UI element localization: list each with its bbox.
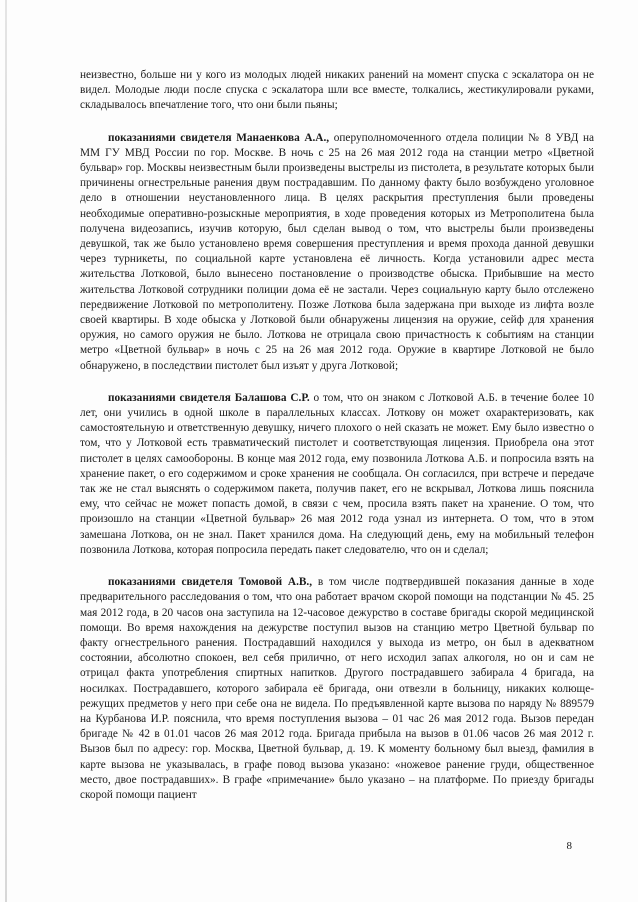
testimony-label: показаниями свидетеля Балашова С.Р. (108, 391, 310, 404)
paragraph-text: в том числе подтвердившей показания данные в ходе предварительного расследования о том, что она работает врачом скорой помощи на подстанции № 45. 25 мая 2012 года, в 20 часов она заступила на 12-часовое дежурство в составе бригады скорой медицинской помощи. Во время нахождения на дежурстве поступил вызов на станцию метро Цветной бульвар по факту огнестрельного ранения. Пострадавший находился у выхода из метро, он был в адекватном состоянии, абсолютно спокоен, вел себя прилично, от него исходил запах алкоголя, но он и сам не отрицал факта употребления спиртных напитков. Другого пострадавшего забирала 4 бригада, на носилках. Пострадавшего, которого забирала её бригада, они отвезли в больницу, никаких колюще-режущих предметов у него при себе она не видела. По предъявленной карте вызова по наряду № 889579 на Курбанова И.Р. пояснила, что время поступления вызова – 01 час 26 мая 2012 года. Вызов передан бригаде № 42 в 01.01 часов 26 мая 2012 года. Бригада прибыла на вызов в 01.06 часов 26 мая 2012 г. Вызов был по адресу: гор. Москва, Цветной бульвар, д. 19. К моменту больному был выезд, фамилия в карте вызова не указывалась, в графе повод вызова указано: «ножевое ранение груди, общественное место, двое пострадавших». В графе «примечание» было указано – на платформе. По приезду бригады скорой помощи пациент (80, 576, 595, 801)
testimony-label: показаниями свидетеля Манаенкова А.А., (108, 131, 330, 144)
paragraph-text: неизвестно, больше ни у кого из молодых людей никаких ранений на момент спуска с эскалатора он не видел. Молодые люди после спуска с эскалатора шли все вместе, толкались, жестикулировали руками, складывалось впечатление того, что они были пьяны; (80, 69, 594, 112)
paragraph-testimony-balashov (80, 391, 594, 558)
document-body (80, 68, 594, 820)
paragraph-text: о том, что он знаком с Лотковой А.Б. в течение более 10 лет, они учились в одной школе в параллельных классах. Лоткову он может охарактеризовать, как самостоятельную и ответственную девушку, ничего плохого о ней сказать не может. Ему было известно о том, что у Лотковой есть травматический пистолет и соответствующая лицензия. Приобрела она этот пистолет в целях самообороны. В конце мая 2012 года, ему позвонила Лоткова А.Б. и попросила взять на хранение пакет, о его содержимом и сроке хранения не сообщала. Он согласился, при встрече и передаче так же не стал выяснять о содержимом пакета, получив пакет, его не вскрывал, Лоткова лишь пояснила ему, что сейчас не может попасть домой, в связи с чем, просила взять пакет на хранение. О том, что произошло на станции «Цветной бульвар» 26 мая 2012 года узнал из интернета. О том, что в этом замешана Лоткова, он не знал. Пакет хранился дома. На следующий день, ему на мобильный телефон позвонила Лоткова, которая попросила передать пакет следователю, что он и сделал; (80, 391, 595, 556)
paragraph-testimony-manaenkov (80, 131, 594, 374)
scan-edge-line (5, 0, 7, 902)
page-number: 8 (566, 840, 572, 852)
paragraph-continuation (80, 68, 594, 114)
paragraph-testimony-tomova (80, 575, 594, 803)
paragraph-text: оперуполномоченного отдела полиции № 8 УВД на ММ ГУ МВД России по гор. Москве. В ночь с 25 на 26 мая 2012 года на станции метро «Цветной бульвар» гор. Москвы неизвестным были произведены выстрелы из пистолета, в результате которых были причинены огнестрельные ранения двум пострадавшим. По данному факту было возбуждено уголовное дело в отношении неустановленного лица. В целях раскрытия преступления были проведены необходимые оперативно-розыскные мероприятия, в ходе проведения которых из Метрополитена была получена видеозапись, изучив которую, был сделан вывод о том, что выстрелы были произведены девушкой, так же было установлено время совершения преступления и время прохода данной девушки через турникеты, по социальной карте установлена её личность. Когда установили адрес места жительства Лотковой, было вынесено постановление о производстве обыска. Прибывшие на место жительства Лотковой сотрудники полиции дома её не застали. Через социальную карту было отслежено передвижение Лотковой по метрополитену. Позже Лоткова была задержана при выходе из лифта возле своей квартиры. В ходе обыска у Лотковой были обнаружены лицензия на оружие, сейф для хранения оружия, но самого оружия не было. Лоткова не отрицала свою причастность к событиям на станции метро «Цветной бульвар» в ночь с 25 на 26 мая 2012 года. Оружие в квартире Лотковой не было обнаружено, в последствии пистолет был изъят у друга Лотковой; (80, 131, 594, 372)
testimony-label: показаниями свидетеля Томовой А.В., (108, 576, 313, 589)
